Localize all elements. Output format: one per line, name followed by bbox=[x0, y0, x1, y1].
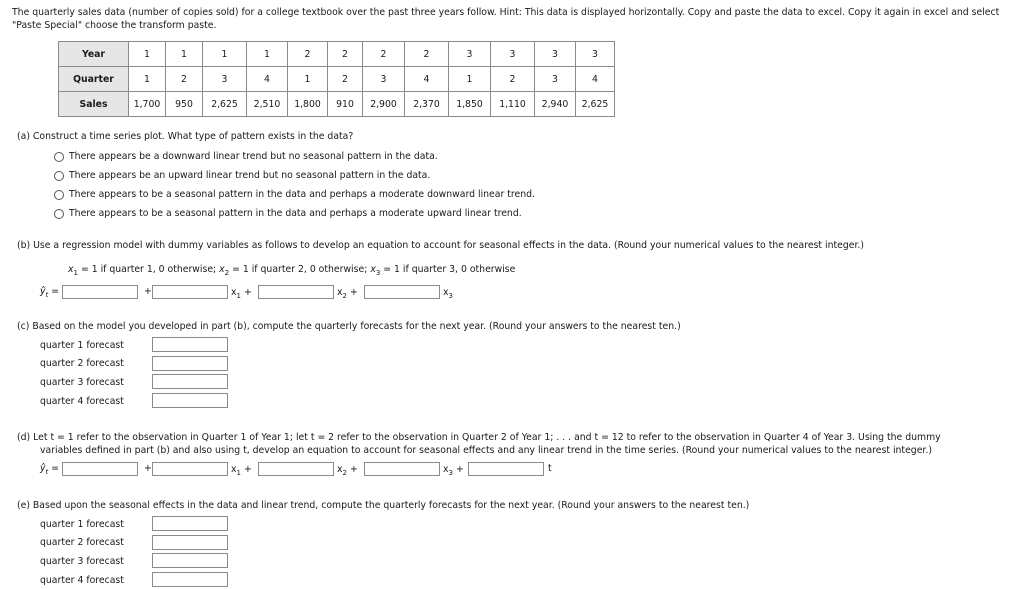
forecast-label: quarter 2 forecast bbox=[40, 358, 124, 369]
option-a2[interactable] bbox=[54, 170, 430, 181]
forecast-label: quarter 1 forecast bbox=[40, 340, 124, 351]
c-q3-forecast-input[interactable] bbox=[152, 374, 228, 389]
def-x1: = 1 if quarter 1, 0 otherwise; bbox=[80, 264, 217, 275]
table-cell: 950 bbox=[166, 92, 203, 117]
b-intercept-input[interactable] bbox=[62, 285, 138, 299]
table-cell: 2 bbox=[328, 42, 363, 67]
table-cell: 1 bbox=[166, 42, 203, 67]
part-c-question: (c) Based on the model you developed in part (b), compute the quarterly forecasts for the next year. (Round your answers to the nearest ten.) bbox=[17, 321, 681, 332]
table-cell: 2 bbox=[288, 42, 328, 67]
radio-button[interactable] bbox=[54, 190, 64, 200]
sales-data-table bbox=[58, 41, 615, 117]
forecast-label: quarter 3 forecast bbox=[40, 556, 124, 567]
table-cell: 4 bbox=[576, 67, 615, 92]
table-cell: 2 bbox=[491, 67, 535, 92]
forecast-label: quarter 3 forecast bbox=[40, 377, 124, 388]
e-q2-forecast-input[interactable] bbox=[152, 535, 228, 550]
table-cell: 1 bbox=[247, 42, 288, 67]
x1-term: $x_1$ + bbox=[231, 464, 252, 477]
option-a1[interactable] bbox=[54, 151, 438, 162]
table-cell: 4 bbox=[405, 67, 449, 92]
b-x2-coef-input[interactable] bbox=[258, 285, 334, 299]
table-cell: 2 bbox=[405, 42, 449, 67]
option-label: There appears to be a seasonal pattern in the data and perhaps a moderate downward linear trend. bbox=[69, 189, 535, 200]
x3-term: $x_3$ + bbox=[443, 464, 464, 477]
table-cell: 1 bbox=[129, 67, 166, 92]
table-cell: 2 bbox=[166, 67, 203, 92]
table-cell: 3 bbox=[535, 67, 576, 92]
table-cell: 3 bbox=[203, 67, 247, 92]
table-cell: 910 bbox=[328, 92, 363, 117]
table-cell: 2,625 bbox=[576, 92, 615, 117]
d-x1-coef-input[interactable] bbox=[152, 462, 228, 476]
table-cell: 2,625 bbox=[203, 92, 247, 117]
table-cell: 1,700 bbox=[129, 92, 166, 117]
option-label: There appears to be a seasonal pattern in the data and perhaps a moderate upward linear trend. bbox=[69, 208, 522, 219]
option-label: There appears be an upward linear trend but no seasonal pattern in the data. bbox=[69, 170, 431, 181]
d-t-coef-input[interactable] bbox=[468, 462, 544, 476]
b-x1-coef-input[interactable] bbox=[152, 285, 228, 299]
forecast-label: quarter 4 forecast bbox=[40, 575, 124, 586]
def-x3: = 1 if quarter 3, 0 otherwise bbox=[383, 264, 516, 275]
dummy-definitions: $x_1 = 1$ if quarter 1, 0 otherwise; $x_2 = 1$ if quarter 2, 0 otherwise; $x_3 = 1$ if quarter 3, 0 otherwise bbox=[68, 264, 516, 277]
table-cell: 2 bbox=[363, 42, 405, 67]
def-x2: = 1 if quarter 2, 0 otherwise; bbox=[232, 264, 368, 275]
x2-term: $x_2$ + bbox=[337, 287, 358, 300]
plus-sign: + bbox=[144, 286, 152, 297]
x1-term: $x_1$ + bbox=[231, 287, 252, 300]
forecast-label: quarter 1 forecast bbox=[40, 519, 124, 530]
x3-term: $x_3$ bbox=[443, 287, 453, 300]
part-a-question: (a) Construct a time series plot. What type of pattern exists in the data? bbox=[17, 131, 354, 142]
x2-term: $x_2$ + bbox=[337, 464, 358, 477]
c-q1-forecast-input[interactable] bbox=[152, 337, 228, 352]
d-x2-coef-input[interactable] bbox=[258, 462, 334, 476]
table-row bbox=[59, 67, 615, 92]
d-x3-coef-input[interactable] bbox=[364, 462, 440, 476]
table-cell: 2 bbox=[328, 67, 363, 92]
option-a4[interactable] bbox=[54, 208, 522, 219]
table-cell: 3 bbox=[363, 67, 405, 92]
option-label: There appears be a downward linear trend but no seasonal pattern in the data. bbox=[69, 151, 438, 162]
table-cell: 4 bbox=[247, 67, 288, 92]
plus-sign: + bbox=[144, 463, 152, 474]
table-cell: 3 bbox=[535, 42, 576, 67]
table-cell: 2,370 bbox=[405, 92, 449, 117]
yhat-label-d: $ŷ_t$ = bbox=[40, 463, 60, 476]
forecast-label: quarter 2 forecast bbox=[40, 537, 124, 548]
table-row bbox=[59, 92, 615, 117]
table-cell: 2,510 bbox=[247, 92, 288, 117]
radio-button[interactable] bbox=[54, 171, 64, 181]
forecast-label: quarter 4 forecast bbox=[40, 396, 124, 407]
e-q3-forecast-input[interactable] bbox=[152, 553, 228, 568]
part-d-question-line2: variables defined in part (b) and also using t, develop an equation to account for seasonal effects and any linear trend in the time series. (Round your numerical values to the nearest integer.) bbox=[40, 445, 932, 456]
table-cell: 3 bbox=[576, 42, 615, 67]
e-q1-forecast-input[interactable] bbox=[152, 516, 228, 531]
t-term: t bbox=[548, 463, 552, 474]
table-cell: 1 bbox=[129, 42, 166, 67]
table-cell: 3 bbox=[491, 42, 535, 67]
row-label-year: Year bbox=[59, 42, 129, 67]
radio-button[interactable] bbox=[54, 152, 64, 162]
table-cell: 1 bbox=[288, 67, 328, 92]
row-label-quarter: Quarter bbox=[59, 67, 129, 92]
table-cell: 1 bbox=[449, 67, 491, 92]
radio-button[interactable] bbox=[54, 209, 64, 219]
intro-text: The quarterly sales data (number of copies sold) for a college textbook over the past three years follow. Hint: This data is displayed horizontally. Copy and paste the data to excel. Copy it again in excel and select "Paste Special" choose the transform paste. bbox=[12, 7, 1000, 31]
e-q4-forecast-input[interactable] bbox=[152, 572, 228, 587]
table-cell: 1,110 bbox=[491, 92, 535, 117]
part-e-question: (e) Based upon the seasonal effects in the data and linear trend, compute the quarterly forecasts for the next year. (Round your answers to the nearest ten.) bbox=[17, 500, 750, 511]
option-a3[interactable] bbox=[54, 189, 535, 200]
part-d-question-line1: (d) Let t = 1 refer to the observation in Quarter 1 of Year 1; let t = 2 refer to the observation in Quarter 2 of Year 1; . . . and t = 12 to refer to the observation in Quarter 4 of Year 3. Using the dummy bbox=[17, 432, 941, 443]
c-q2-forecast-input[interactable] bbox=[152, 356, 228, 371]
table-cell: 1,850 bbox=[449, 92, 491, 117]
row-label-sales: Sales bbox=[59, 92, 129, 117]
part-b-question: (b) Use a regression model with dummy variables as follows to develop an equation to account for seasonal effects in the data. (Round your numerical values to the nearest integer.) bbox=[17, 240, 865, 251]
yhat-label-b: $ŷ_t$ = bbox=[40, 286, 60, 299]
b-x3-coef-input[interactable] bbox=[364, 285, 440, 299]
table-cell: 2,940 bbox=[535, 92, 576, 117]
table-cell: 2,900 bbox=[363, 92, 405, 117]
table-row bbox=[59, 42, 615, 67]
table-cell: 1,800 bbox=[288, 92, 328, 117]
c-q4-forecast-input[interactable] bbox=[152, 393, 228, 408]
d-intercept-input[interactable] bbox=[62, 462, 138, 476]
table-cell: 1 bbox=[203, 42, 247, 67]
table-cell: 3 bbox=[449, 42, 491, 67]
